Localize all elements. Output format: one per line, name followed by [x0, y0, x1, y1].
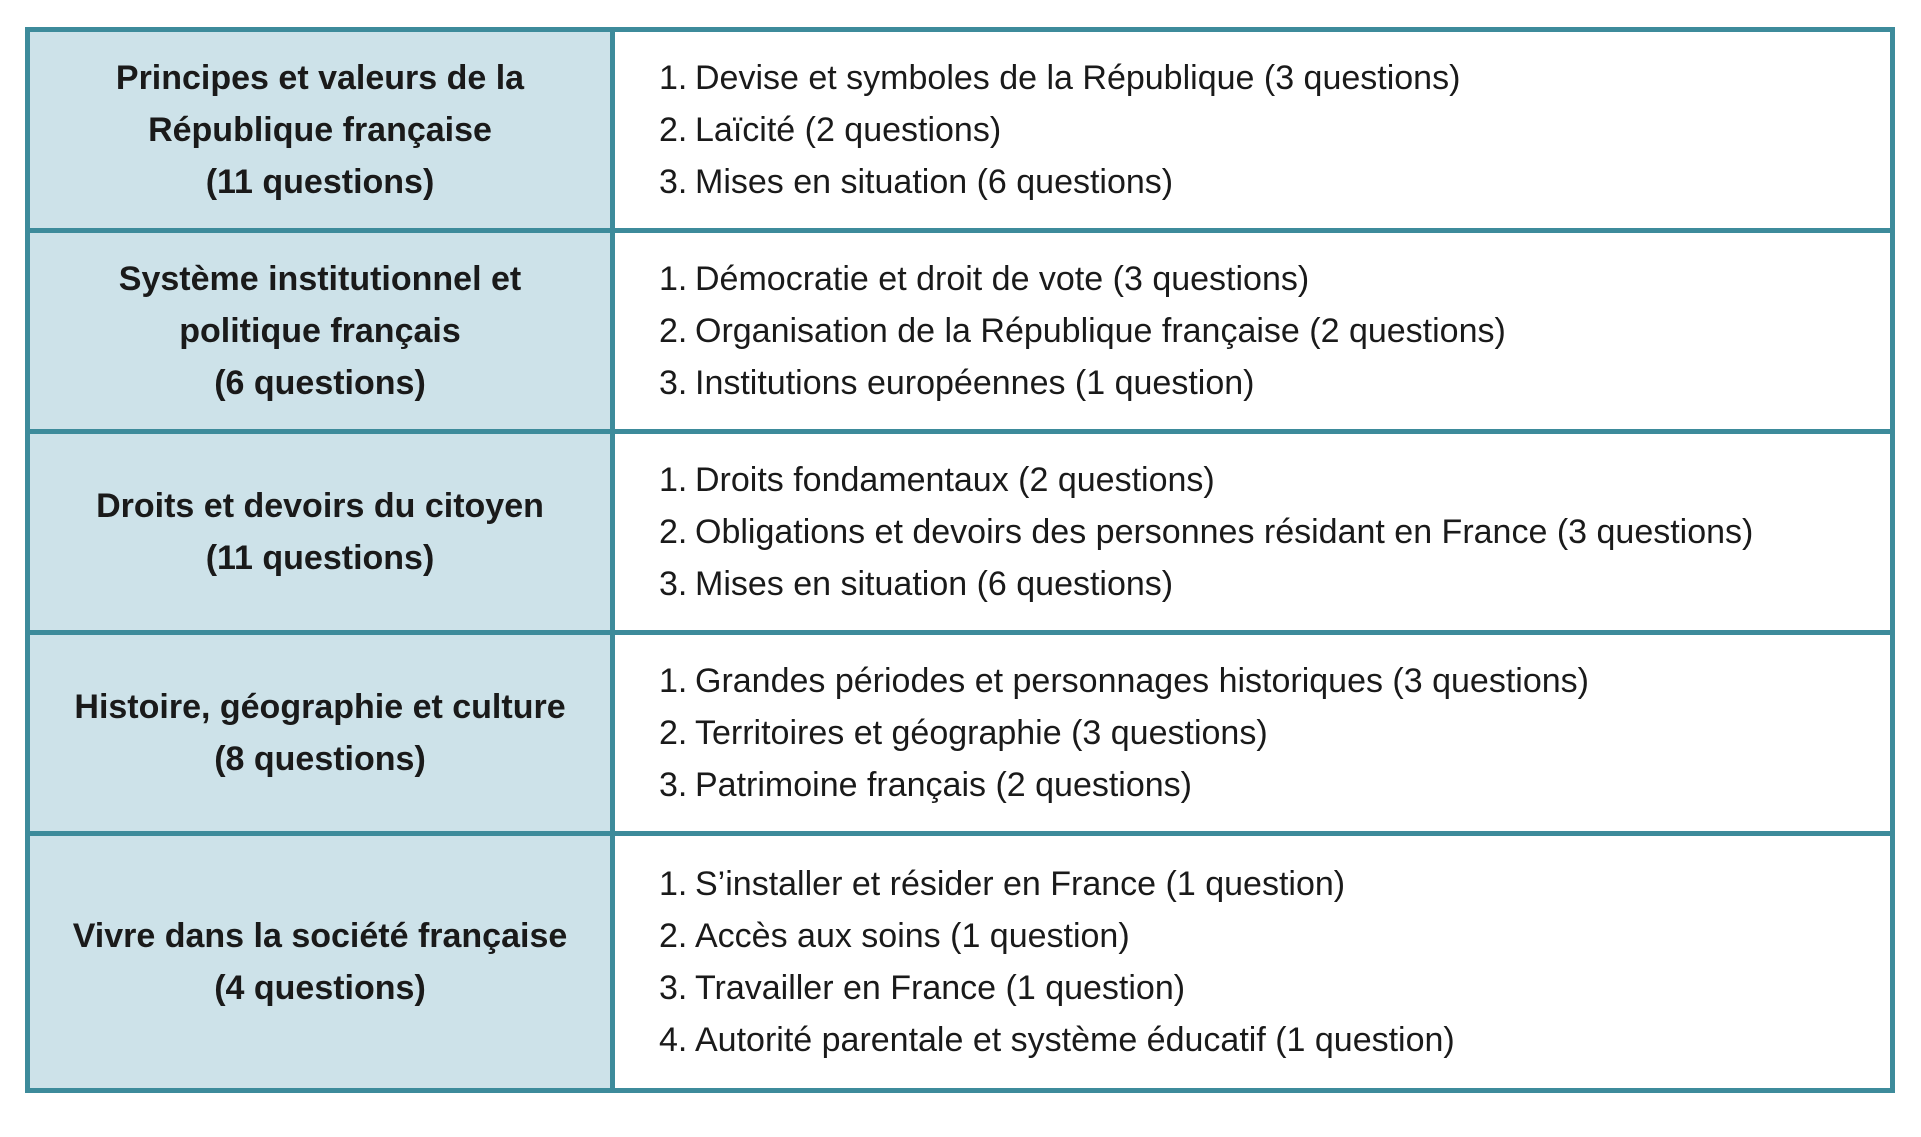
subtopic-text: Territoires et géographie (3 questions)	[695, 714, 1268, 752]
subtopic-item	[659, 357, 1890, 409]
category-line: (8 questions)	[214, 740, 426, 778]
subtopic-number: 3.	[659, 163, 688, 201]
category-cell	[28, 834, 613, 1091]
category-line: Vivre dans la société française	[72, 917, 568, 955]
table-row	[28, 231, 1893, 432]
category-line: Principes et valeurs de la	[115, 59, 525, 97]
subtopic-text: Laïcité (2 questions)	[695, 111, 1002, 149]
subtopics-cell	[613, 633, 1893, 834]
subtopic-text: Démocratie et droit de vote (3 questions)	[695, 260, 1310, 298]
subtopic-text: Patrimoine français (2 questions)	[695, 766, 1193, 804]
subtopic-item	[659, 156, 1890, 208]
subtopic-number: 3.	[659, 969, 688, 1007]
subtopic-number: 1.	[659, 662, 688, 700]
subtopic-item	[659, 759, 1890, 811]
subtopic-number: 3.	[659, 364, 688, 402]
subtopic-text: Grandes périodes et personnages historiques (3 questions)	[695, 662, 1589, 700]
subtopic-item	[659, 558, 1890, 610]
subtopic-item	[659, 104, 1890, 156]
category-cell	[28, 432, 613, 633]
subtopic-item	[659, 1014, 1890, 1066]
subtopic-number: 2.	[659, 917, 688, 955]
subtopic-text: Mises en situation (6 questions)	[695, 565, 1174, 603]
subtopic-text: Mises en situation (6 questions)	[695, 163, 1174, 201]
subtopic-item	[659, 858, 1890, 910]
subtopic-text: Devise et symboles de la République (3 questions)	[695, 59, 1461, 97]
table-row	[28, 834, 1893, 1091]
subtopic-number: 2.	[659, 111, 688, 149]
topics-table	[25, 27, 1895, 1093]
subtopic-number: 2.	[659, 312, 688, 350]
subtopic-item	[659, 454, 1890, 506]
subtopic-number: 1.	[659, 461, 688, 499]
subtopics-cell	[613, 834, 1893, 1091]
subtopic-number: 1.	[659, 260, 688, 298]
subtopic-number: 1.	[659, 865, 688, 903]
category-cell	[28, 231, 613, 432]
category-line: (11 questions)	[205, 539, 435, 577]
subtopic-item	[659, 253, 1890, 305]
subtopic-item	[659, 305, 1890, 357]
topics-table-body	[28, 30, 1893, 1091]
subtopic-item	[659, 707, 1890, 759]
category-line: Système institutionnel et	[118, 260, 522, 298]
subtopic-text: Droits fondamentaux (2 questions)	[695, 461, 1215, 499]
subtopic-item	[659, 506, 1890, 558]
category-line: Droits et devoirs du citoyen	[96, 487, 544, 525]
category-cell	[28, 633, 613, 834]
subtopic-text: Autorité parentale et système éducatif (1 question)	[695, 1021, 1455, 1059]
subtopic-number: 3.	[659, 766, 688, 804]
subtopic-item	[659, 962, 1890, 1014]
category-cell	[28, 30, 613, 231]
subtopics-cell	[613, 231, 1893, 432]
table-row	[28, 30, 1893, 231]
subtopic-item	[659, 52, 1890, 104]
table-row	[28, 432, 1893, 633]
subtopic-text: S’installer et résider en France (1 question)	[695, 865, 1346, 903]
subtopic-number: 3.	[659, 565, 688, 603]
subtopic-number: 2.	[659, 513, 688, 551]
category-line: (6 questions)	[214, 364, 426, 402]
subtopic-item	[659, 655, 1890, 707]
table-row	[28, 633, 1893, 834]
category-line: (11 questions)	[205, 163, 435, 201]
subtopic-text: Organisation de la République française (2 questions)	[695, 312, 1506, 350]
category-line: politique français	[179, 312, 461, 350]
category-line: (4 questions)	[214, 969, 426, 1007]
subtopic-text: Travailler en France (1 question)	[695, 969, 1186, 1007]
subtopics-cell	[613, 30, 1893, 231]
subtopic-text: Institutions européennes (1 question)	[695, 364, 1255, 402]
subtopics-cell	[613, 432, 1893, 633]
category-line: République française	[148, 111, 492, 149]
subtopic-text: Obligations et devoirs des personnes résidant en France (3 questions)	[695, 513, 1754, 551]
subtopic-text: Accès aux soins (1 question)	[695, 917, 1130, 955]
subtopic-number: 2.	[659, 714, 688, 752]
category-line: Histoire, géographie et culture	[74, 688, 566, 726]
subtopic-item	[659, 910, 1890, 962]
subtopic-number: 1.	[659, 59, 688, 97]
subtopic-number: 4.	[659, 1021, 688, 1059]
